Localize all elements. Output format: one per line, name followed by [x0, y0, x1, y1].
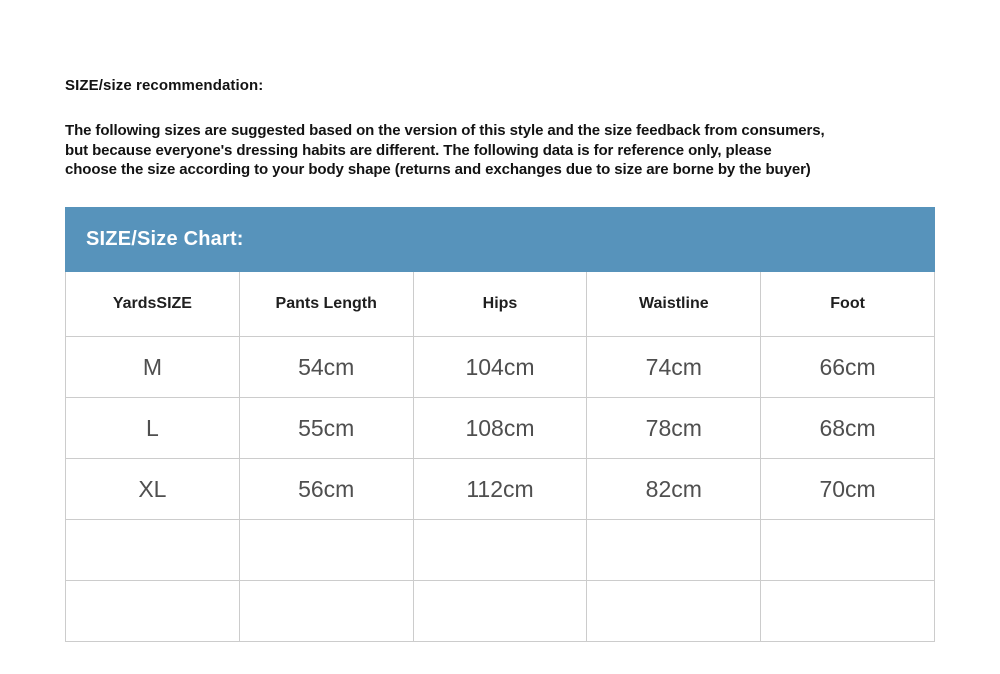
- cell-waistline: 74cm: [587, 337, 761, 398]
- size-chart-section: [65, 207, 935, 642]
- cell-foot: [761, 581, 935, 642]
- cell-size-label: M: [66, 337, 240, 398]
- size-table-header-row: [66, 272, 935, 337]
- table-row-empty: [66, 581, 935, 642]
- cell-foot: [761, 520, 935, 581]
- size-note-line: choose the size according to your body shape (returns and exchanges due to size are borne by the buyer): [65, 161, 811, 178]
- size-recommendation-heading: SIZE/size recommendation:: [65, 77, 264, 94]
- cell-waistline: [587, 581, 761, 642]
- column-header-pants-length: Pants Length: [239, 272, 413, 337]
- cell-pants-length: [239, 581, 413, 642]
- cell-size-label: [66, 520, 240, 581]
- table-row-empty: [66, 520, 935, 581]
- cell-foot: 70cm: [761, 459, 935, 520]
- table-row-size-xl: [66, 459, 935, 520]
- cell-hips: 108cm: [413, 398, 587, 459]
- size-chart-title: SIZE/Size Chart:: [86, 228, 244, 250]
- cell-foot: 68cm: [761, 398, 935, 459]
- column-header-waistline: Waistline: [587, 272, 761, 337]
- cell-size-label: XL: [66, 459, 240, 520]
- column-header-yards-size: YardsSIZE: [66, 272, 240, 337]
- size-table: [65, 272, 935, 642]
- column-header-foot: Foot: [761, 272, 935, 337]
- cell-hips: [413, 520, 587, 581]
- cell-pants-length: 56cm: [239, 459, 413, 520]
- table-row-size-m: [66, 337, 935, 398]
- size-note-paragraph: [65, 121, 825, 180]
- cell-waistline: 78cm: [587, 398, 761, 459]
- cell-hips: 112cm: [413, 459, 587, 520]
- size-note-line: but because everyone's dressing habits are different. The following data is for reference only, please: [65, 141, 772, 159]
- cell-size-label: L: [66, 398, 240, 459]
- cell-pants-length: [239, 520, 413, 581]
- cell-foot: 66cm: [761, 337, 935, 398]
- cell-hips: 104cm: [413, 337, 587, 398]
- size-chart-header-bar: [65, 207, 935, 272]
- cell-pants-length: 55cm: [239, 398, 413, 459]
- cell-waistline: [587, 520, 761, 581]
- cell-waistline: 82cm: [587, 459, 761, 520]
- cell-pants-length: 54cm: [239, 337, 413, 398]
- table-row-size-l: [66, 398, 935, 459]
- size-note-line: The following sizes are suggested based on the version of this style and the size feedback from consumers,: [65, 122, 825, 139]
- cell-size-label: [66, 581, 240, 642]
- cell-hips: [413, 581, 587, 642]
- column-header-hips: Hips: [413, 272, 587, 337]
